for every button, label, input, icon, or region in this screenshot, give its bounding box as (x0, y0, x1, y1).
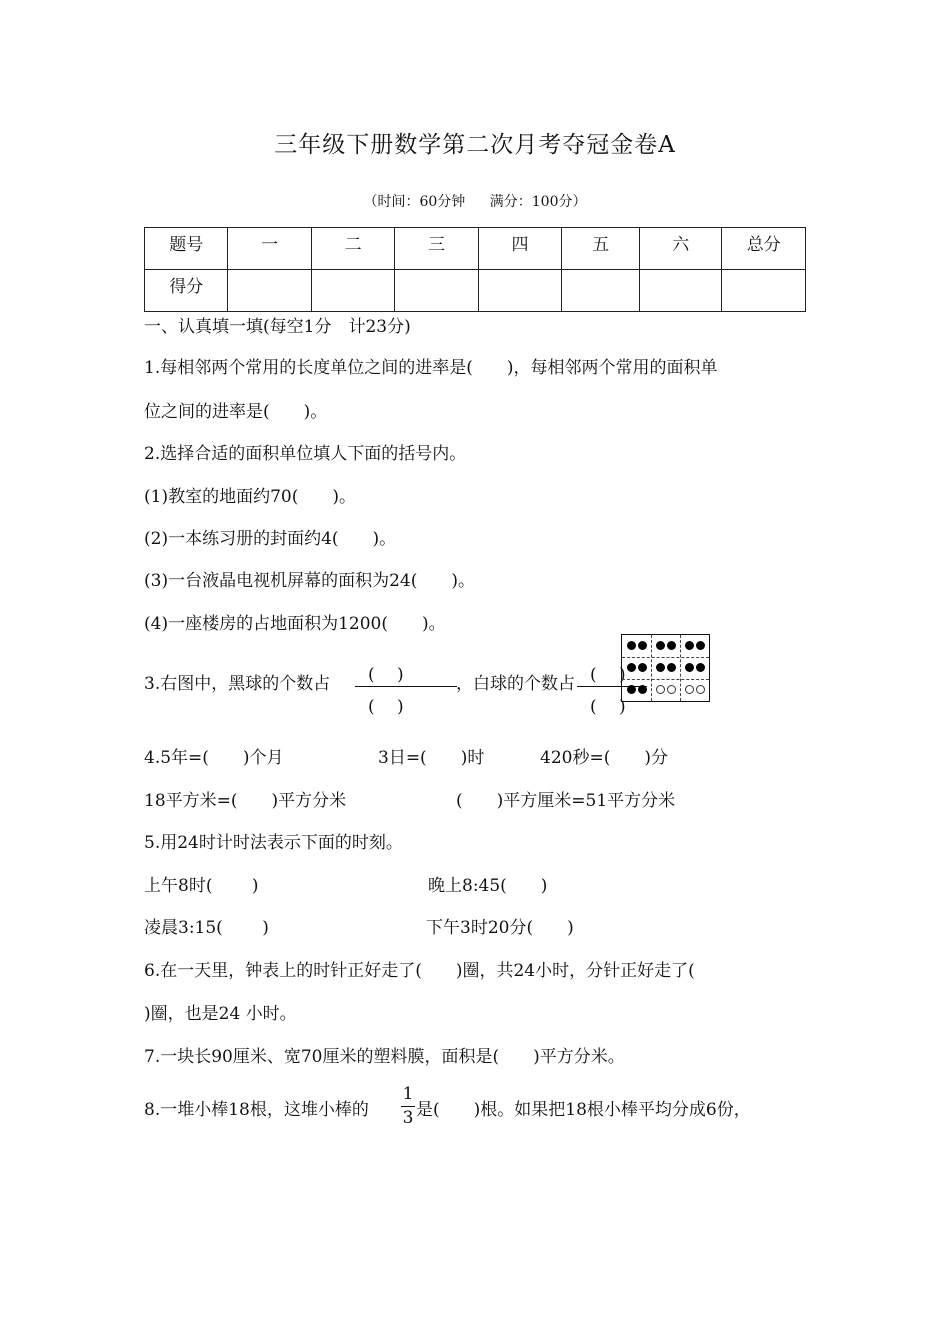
fraction-numerator: 1 (402, 1084, 414, 1104)
score-cell[interactable] (228, 270, 311, 312)
grid-divider (651, 635, 652, 701)
white-ball (667, 685, 676, 694)
question-6-line2: )圈，也是24 小时。 (144, 1004, 297, 1024)
question-2-item-4: (4)一座楼房的占地面积为1200( )。 (144, 614, 446, 634)
question-4-d: 18平方米=( )平方分米 (144, 791, 347, 811)
black-ball (685, 641, 694, 650)
row-label: 得分 (145, 270, 228, 312)
fraction-denominator-blank[interactable]: ( ) (368, 697, 404, 717)
fraction-bar (401, 1106, 415, 1107)
black-ball (656, 663, 665, 672)
question-1-line1: 1.每相邻两个常用的长度单位之间的进率是( )，每相邻两个常用的面积单 (144, 358, 718, 378)
question-6-line1: 6.在一天里，钟表上的时针正好走了( )圈，共24小时，分针正好走了( (144, 961, 695, 981)
question-7: 7.一块长90厘米、宽70厘米的塑料膜，面积是( )平方分米。 (144, 1047, 625, 1067)
fraction-denominator: 3 (402, 1108, 414, 1128)
score-cell[interactable] (395, 270, 478, 312)
question-2: 2.选择合适的面积单位填人下面的括号内。 (144, 444, 467, 464)
header-cell: 六 (639, 228, 722, 270)
fraction-numerator-blank[interactable]: ( ) (368, 665, 404, 685)
score-table-score-row (145, 270, 806, 312)
fraction-denominator-blank[interactable]: ( ) (590, 697, 626, 717)
score-cell[interactable] (478, 270, 561, 312)
white-ball (656, 685, 665, 694)
fraction-numerator-blank[interactable]: ( ) (590, 665, 626, 685)
question-5-a: 上午8时( ) (144, 876, 259, 896)
black-ball (627, 641, 636, 650)
page-title: 三年级下册数学第二次月考夺冠金卷A (274, 132, 676, 158)
header-cell: 五 (562, 228, 640, 270)
exam-info (0, 191, 950, 211)
white-ball (696, 685, 705, 694)
header-cell: 一 (228, 228, 311, 270)
question-5-c: 凌晨3:15( ) (144, 918, 269, 938)
grid-divider (622, 657, 709, 658)
question-4-b: 3日=( )时 (378, 748, 485, 768)
black-ball (638, 641, 647, 650)
black-ball (696, 663, 705, 672)
grid-divider (622, 679, 709, 680)
black-ball (627, 685, 636, 694)
header-cell: 二 (311, 228, 394, 270)
time-limit: （时间：60分钟 (363, 194, 466, 210)
question-4-a: 4.5年=( )个月 (144, 748, 284, 768)
question-4-c: 420秒=( )分 (540, 748, 668, 768)
score-cell[interactable] (639, 270, 722, 312)
header-cell: 题号 (145, 228, 228, 270)
question-3-part-a: 3.右图中，黑球的个数占 (144, 674, 331, 694)
ball-grid-figure (621, 634, 710, 702)
header-cell: 四 (478, 228, 561, 270)
full-score: 满分：100分） (489, 194, 587, 210)
score-cell[interactable] (311, 270, 394, 312)
section-heading: 一、认真填一填(每空1分 计23分) (144, 317, 411, 337)
grid-divider (680, 635, 681, 701)
score-cell[interactable] (722, 270, 806, 312)
black-ball (627, 663, 636, 672)
score-cell[interactable] (562, 270, 640, 312)
question-1-line2: 位之间的进率是( )。 (144, 402, 328, 422)
question-5-d: 下午3时20分( ) (426, 918, 574, 938)
question-2-item-3: (3)一台液晶电视机屏幕的面积为24( )。 (144, 571, 475, 591)
header-cell: 总分 (722, 228, 806, 270)
fraction-bar (355, 686, 457, 687)
black-ball (656, 641, 665, 650)
question-8-part-a: 8.一堆小棒18根，这堆小棒的 (144, 1100, 369, 1120)
question-8-part-b: 是( )根。如果把18根小棒平均分成6份， (416, 1100, 751, 1120)
question-3-part-b: ，白球的个数占 (456, 674, 575, 694)
black-ball (638, 685, 647, 694)
question-2-item-1: (1)教室的地面约70( )。 (144, 487, 356, 507)
question-5: 5.用24时计时法表示下面的时刻。 (144, 833, 403, 853)
header-cell: 三 (395, 228, 478, 270)
black-ball (667, 641, 676, 650)
question-2-item-2: (2)一本练习册的封面约4( )。 (144, 529, 397, 549)
score-table-header-row (145, 228, 806, 270)
black-ball (685, 663, 694, 672)
question-4-e: ( )平方厘米=51平方分米 (456, 791, 676, 811)
white-ball (685, 685, 694, 694)
black-ball (696, 641, 705, 650)
question-5-b: 晚上8:45( ) (428, 876, 548, 896)
score-table (144, 227, 806, 312)
black-ball (667, 663, 676, 672)
black-ball (638, 663, 647, 672)
